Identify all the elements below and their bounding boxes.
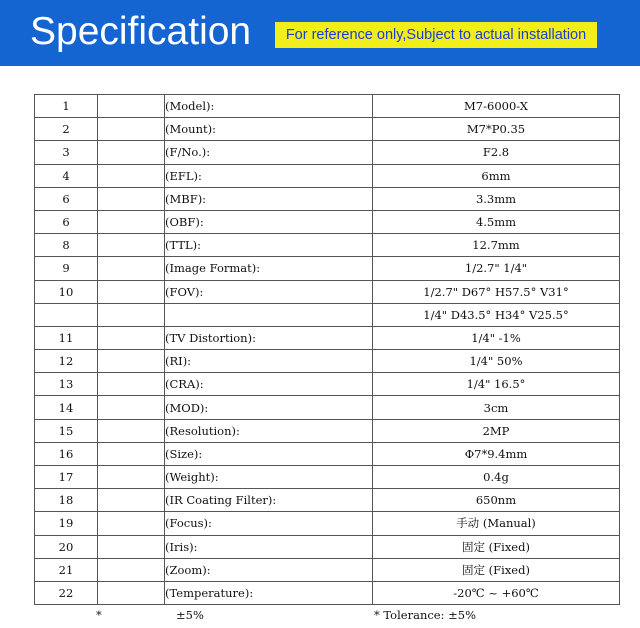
row-blank-cell xyxy=(98,350,165,373)
row-label: (Image Format): xyxy=(165,257,373,280)
row-value: M7-6000-X xyxy=(373,95,620,118)
table-row xyxy=(35,512,620,535)
row-number: 16 xyxy=(35,442,98,465)
row-number: 17 xyxy=(35,466,98,489)
row-value: 1/2.7" 1/4" xyxy=(373,257,620,280)
row-number: 18 xyxy=(35,489,98,512)
row-blank-cell xyxy=(98,466,165,489)
row-number: 20 xyxy=(35,535,98,558)
row-value: 手动 (Manual) xyxy=(373,512,620,535)
table-row xyxy=(35,118,620,141)
row-blank-cell xyxy=(98,581,165,604)
row-blank-cell xyxy=(98,373,165,396)
row-blank-cell xyxy=(98,396,165,419)
table-row xyxy=(35,489,620,512)
row-number: 11 xyxy=(35,326,98,349)
table-row xyxy=(35,558,620,581)
table-row xyxy=(35,257,620,280)
row-number xyxy=(35,303,98,326)
row-label: (RI): xyxy=(165,350,373,373)
row-label: (MOD): xyxy=(165,396,373,419)
table-row xyxy=(35,141,620,164)
row-value: -20℃ ~ +60℃ xyxy=(373,581,620,604)
table-row xyxy=(35,442,620,465)
row-value: 650nm xyxy=(373,489,620,512)
page-title: Specification xyxy=(30,10,252,53)
footer-tolerance: ±5% xyxy=(176,608,204,622)
table-row xyxy=(35,373,620,396)
row-label: (Zoom): xyxy=(165,558,373,581)
row-label: (Resolution): xyxy=(165,419,373,442)
row-label: (TV Distortion): xyxy=(165,326,373,349)
row-value: 1/4" -1% xyxy=(373,326,620,349)
table-row xyxy=(35,303,620,326)
row-number: 2 xyxy=(35,118,98,141)
row-label: (Focus): xyxy=(165,512,373,535)
row-label: (Mount): xyxy=(165,118,373,141)
row-value: 6mm xyxy=(373,164,620,187)
row-value: 固定 (Fixed) xyxy=(373,558,620,581)
row-blank-cell xyxy=(98,303,165,326)
table-row xyxy=(35,535,620,558)
row-number: 3 xyxy=(35,141,98,164)
footer-tolerance-note: * Tolerance: ±5% xyxy=(374,608,477,622)
spec-table xyxy=(34,94,620,605)
table-row xyxy=(35,187,620,210)
row-blank-cell xyxy=(98,512,165,535)
row-blank-cell xyxy=(98,141,165,164)
table-row xyxy=(35,164,620,187)
spec-table-body xyxy=(35,95,620,605)
row-label: (FOV): xyxy=(165,280,373,303)
table-row xyxy=(35,581,620,604)
row-label xyxy=(165,303,373,326)
row-value: 4.5mm xyxy=(373,210,620,233)
header-banner xyxy=(0,0,640,66)
footer-star: * xyxy=(96,608,102,622)
row-blank-cell xyxy=(98,442,165,465)
table-row xyxy=(35,419,620,442)
row-label: (Model): xyxy=(165,95,373,118)
row-value: 1/4" 16.5° xyxy=(373,373,620,396)
row-value: 1/2.7" D67° H57.5° V31° xyxy=(373,280,620,303)
row-blank-cell xyxy=(98,234,165,257)
row-label: (OBF): xyxy=(165,210,373,233)
row-number: 22 xyxy=(35,581,98,604)
row-number: 21 xyxy=(35,558,98,581)
row-number: 4 xyxy=(35,164,98,187)
table-row xyxy=(35,95,620,118)
row-blank-cell xyxy=(98,118,165,141)
row-number: 12 xyxy=(35,350,98,373)
row-blank-cell xyxy=(98,187,165,210)
row-label: (CRA): xyxy=(165,373,373,396)
row-value: 0.4g xyxy=(373,466,620,489)
row-blank-cell xyxy=(98,419,165,442)
row-number: 13 xyxy=(35,373,98,396)
row-label: (Size): xyxy=(165,442,373,465)
row-number: 15 xyxy=(35,419,98,442)
row-blank-cell xyxy=(98,210,165,233)
row-number: 10 xyxy=(35,280,98,303)
row-label: (Weight): xyxy=(165,466,373,489)
row-label: (Temperature): xyxy=(165,581,373,604)
row-blank-cell xyxy=(98,489,165,512)
row-label: (TTL): xyxy=(165,234,373,257)
row-label: (IR Coating Filter): xyxy=(165,489,373,512)
table-row xyxy=(35,280,620,303)
row-value: 3.3mm xyxy=(373,187,620,210)
table-row xyxy=(35,350,620,373)
table-row xyxy=(35,326,620,349)
row-number: 6 xyxy=(35,187,98,210)
table-row xyxy=(35,396,620,419)
table-row xyxy=(35,210,620,233)
row-value: 12.7mm xyxy=(373,234,620,257)
row-blank-cell xyxy=(98,164,165,187)
row-value: F2.8 xyxy=(373,141,620,164)
table-row xyxy=(35,234,620,257)
row-number: 9 xyxy=(35,257,98,280)
row-value: 1/4" D43.5° H34° V25.5° xyxy=(373,303,620,326)
row-blank-cell xyxy=(98,257,165,280)
row-number: 6 xyxy=(35,210,98,233)
row-value: Φ7*9.4mm xyxy=(373,442,620,465)
row-label: (F/No.): xyxy=(165,141,373,164)
row-blank-cell xyxy=(98,558,165,581)
row-number: 19 xyxy=(35,512,98,535)
row-label: (EFL): xyxy=(165,164,373,187)
row-label: (MBF): xyxy=(165,187,373,210)
table-row xyxy=(35,466,620,489)
row-number: 14 xyxy=(35,396,98,419)
row-blank-cell xyxy=(98,326,165,349)
row-blank-cell xyxy=(98,280,165,303)
row-blank-cell xyxy=(98,95,165,118)
row-number: 8 xyxy=(35,234,98,257)
row-value: 3cm xyxy=(373,396,620,419)
row-value: 1/4" 50% xyxy=(373,350,620,373)
row-label: (Iris): xyxy=(165,535,373,558)
row-value: 2MP xyxy=(373,419,620,442)
reference-note: For reference only,Subject to actual installation xyxy=(275,22,597,48)
row-value: M7*P0.35 xyxy=(373,118,620,141)
row-blank-cell xyxy=(98,535,165,558)
row-value: 固定 (Fixed) xyxy=(373,535,620,558)
row-number: 1 xyxy=(35,95,98,118)
